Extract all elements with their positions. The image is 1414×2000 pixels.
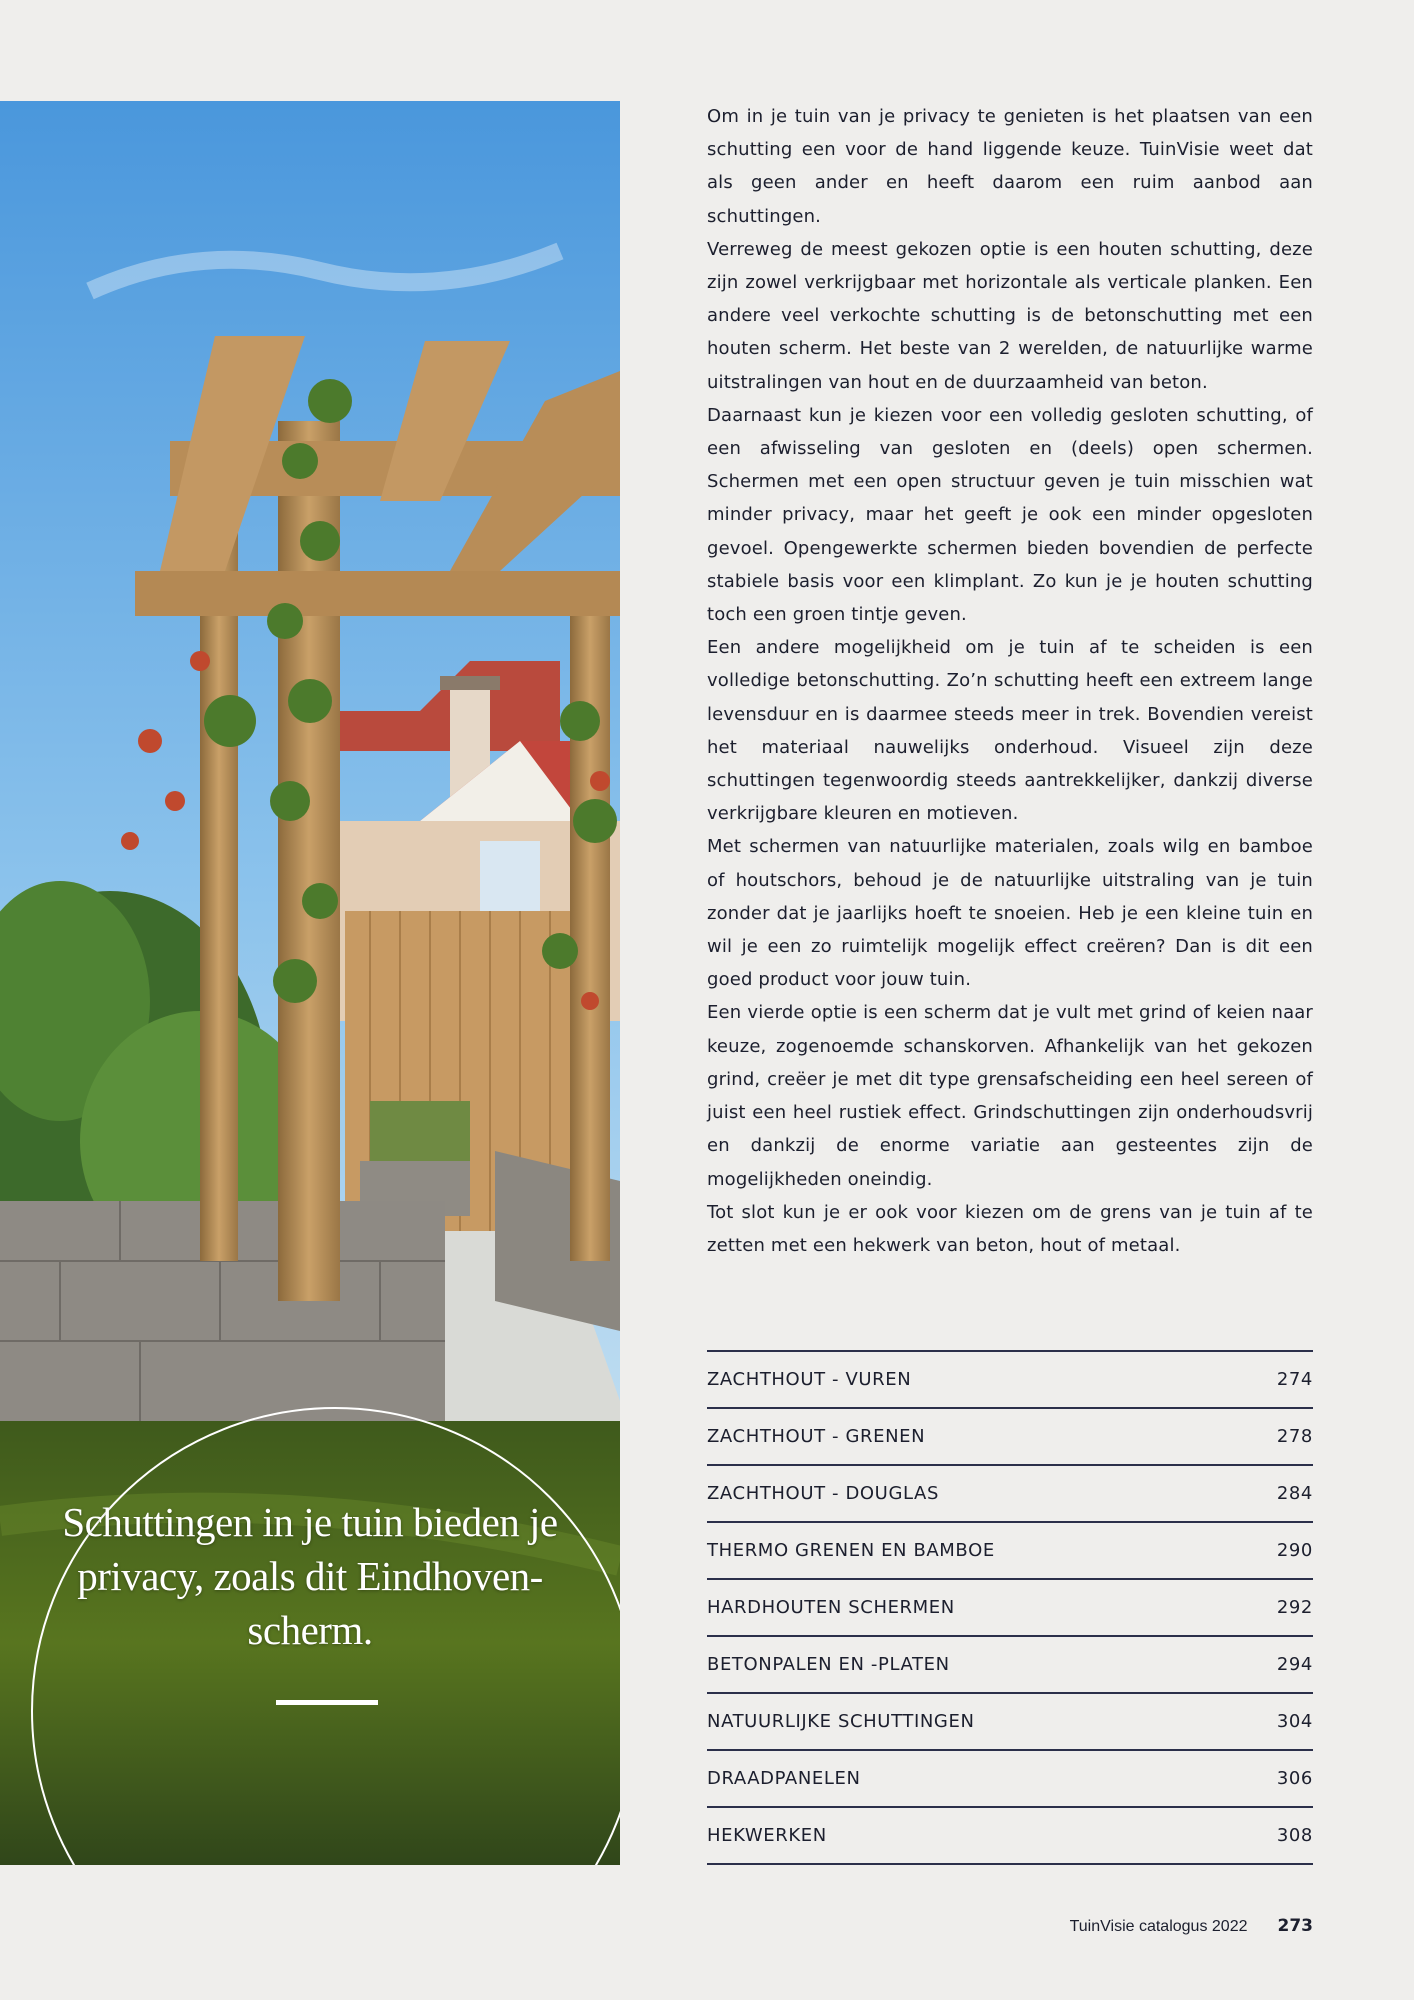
- toc-label: NATUURLIJKE SCHUTTINGEN: [707, 1711, 975, 1732]
- toc-page: 306: [1276, 1768, 1313, 1789]
- paragraph-concrete: Een andere mogelijkheid om je tuin af te scheiden is een volledige betonschutting. Zo’n schutting heeft een extreem lange levensduur en is daarmee steeds meer in trek. Bovendien vereist het materiaal nauwelijks onderhoud. Visueel zijn deze schuttingen tegenwoordig steeds aantrekkelijker, dankzij diverse verkrijgbare kleuren en motieven.: [707, 637, 1313, 825]
- toc-page: 292: [1276, 1597, 1313, 1618]
- toc-label: BETONPALEN EN -PLATEN: [707, 1654, 950, 1675]
- toc-item-natuurlijke-schuttingen[interactable]: [707, 1694, 1313, 1751]
- toc-page: 278: [1276, 1426, 1313, 1447]
- toc-page: 304: [1276, 1711, 1313, 1732]
- toc-page: 284: [1276, 1483, 1313, 1504]
- toc-item-thermo-grenen-bamboe[interactable]: [707, 1523, 1313, 1580]
- toc-item-zachthout-vuren[interactable]: [707, 1352, 1313, 1409]
- toc-page: 290: [1276, 1540, 1313, 1561]
- toc-page: 274: [1276, 1369, 1313, 1390]
- paragraph-intro: Om in je tuin van je privacy te genieten is het plaatsen van een schutting een voor de hand liggende keuze. TuinVisie weet dat als geen ander en heeft daarom een ruim aanbod aan schuttingen.: [707, 106, 1313, 227]
- toc-item-zachthout-douglas[interactable]: [707, 1466, 1313, 1523]
- toc-page: 308: [1276, 1825, 1313, 1846]
- toc-label: ZACHTHOUT - GRENEN: [707, 1426, 926, 1447]
- paragraph-natural: Met schermen van natuurlijke materialen, zoals wilg en bamboe of houtschors, behoud je de natuurlijke uitstraling van je tuin zonder dat je jaarlijks hoeft te snoeien. Heb je een kleine tuin en wil je een zo ruimtelijk mogelijk effect creëren? Dan is dit een goed product voor jouw tuin.: [707, 836, 1313, 991]
- toc-page: 294: [1276, 1654, 1313, 1675]
- table-of-contents: [707, 1350, 1313, 1865]
- page-number: 273: [1277, 1916, 1313, 1936]
- toc-label: ZACHTHOUT - DOUGLAS: [707, 1483, 939, 1504]
- photo-caption: Schuttingen in je tuin bieden je privacy, zoals dit Eindhoven-scherm.: [62, 1499, 558, 1653]
- toc-item-zachthout-grenen[interactable]: [707, 1409, 1313, 1466]
- paragraph-closed-open: Daarnaast kun je kiezen voor een volledig gesloten schutting, of een afwisseling van gesloten en (deels) open schermen. Schermen met een open structuur geven je tuin misschien wat minder privacy, maar het geeft je ook een minder opgesloten gevoel. Opengewerkte schermen bieden bovendien de perfecte stabiele basis voor een klimplant. Zo kun je je houten schutting toch een groen tintje geven.: [707, 404, 1313, 626]
- toc-item-hardhouten-schermen[interactable]: [707, 1580, 1313, 1637]
- footer-catalog-title: TuinVisie catalogus 2022: [1069, 1918, 1248, 1935]
- paragraph-closing: Tot slot kun je er ook voor kiezen om de grens van je tuin af te zetten met een hekwerk van beton, hout of metaal.: [707, 1201, 1313, 1256]
- toc-label: HEKWERKEN: [707, 1825, 827, 1846]
- paragraph-gabion: Een vierde optie is een scherm dat je vult met grind of keien naar keuze, zogenoemde schanskorven. Afhankelijk van het gekozen grind, creëer je met dit type grensafscheiding een heel sereen of juist een heel rustiek effect. Grindschuttingen zijn onderhoudsvrij en dankzij de enorme variatie aan gesteentes zijn de mogelijkheden oneindig.: [707, 1002, 1313, 1190]
- page-footer: [1000, 1916, 1313, 1936]
- toc-item-hekwerken[interactable]: [707, 1808, 1313, 1865]
- toc-item-betonpalen-platen[interactable]: [707, 1637, 1313, 1694]
- toc-label: THERMO GRENEN EN BAMBOE: [707, 1540, 995, 1561]
- toc-label: ZACHTHOUT - VUREN: [707, 1369, 912, 1390]
- caption-underline: [276, 1700, 378, 1705]
- paragraph-wooden-fence: Verreweg de meest gekozen optie is een houten schutting, deze zijn zowel verkrijgbaar met horizontale als verticale planken. Een andere veel verkochte schutting is de betonschutting met een houten scherm. Het beste van 2 werelden, de natuurlijke warme uitstralingen van hout en de duurzaamheid van beton.: [707, 238, 1313, 393]
- body-text: [707, 100, 1313, 1262]
- toc-label: DRAADPANELEN: [707, 1768, 861, 1789]
- toc-item-draadpanelen[interactable]: [707, 1751, 1313, 1808]
- toc-label: HARDHOUTEN SCHERMEN: [707, 1597, 955, 1618]
